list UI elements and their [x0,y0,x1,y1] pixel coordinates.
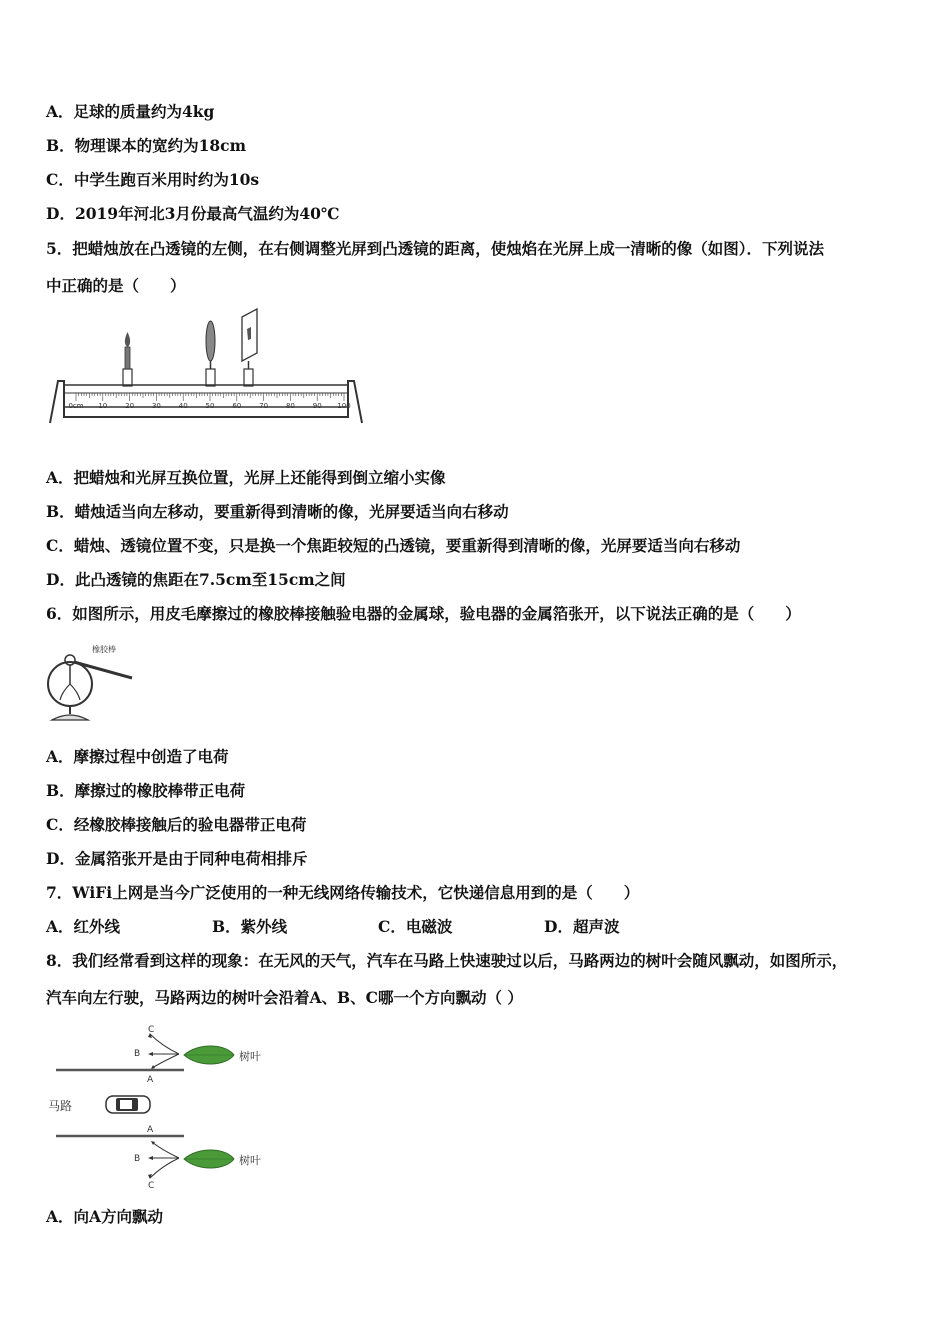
scale-label: 80 [285,402,295,410]
q7-options [46,917,619,937]
q5-option-d: D．此凸透镜的焦距在7.5cm至15cm之间 [46,570,346,589]
road-leaves-figure [44,1018,284,1193]
scale-label: 20 [125,402,135,410]
scale-label: 90 [312,402,322,410]
road-label: 马路 [48,1099,73,1113]
label-a-bottom: A [147,1125,154,1135]
label-c-bottom: C [148,1181,155,1191]
q7-option-d: D．超声波 [544,917,620,936]
scale-label: 0cm [68,402,84,410]
label-b-bottom: B [134,1154,141,1164]
q7-option-c: C．电磁波 [378,917,453,936]
q7-option-a: A．红外线 [46,917,121,936]
scale-label: 10 [98,402,108,410]
label-a-top: A [147,1075,154,1085]
rubber-rod-label: 橡胶棒 [92,645,116,654]
q5-option-c: C．蜡烛、透镜位置不变，只是换一个焦距较短的凸透镜，要重新得到清晰的像，光屏要适当向右移动 [46,536,741,555]
q8-stem-line2: 汽车向左行驶，马路两边的树叶会沿着A、B、C哪一个方向飘动（ ） [46,988,523,1007]
q7-stem: 7．WiFi上网是当今广泛使用的一种无线网络传输技术，它快递信息用到的是（ ） [46,883,640,902]
q8-stem-line1: 8．我们经常看到这样的现象：在无风的天气，汽车在马路上快速驶过以后，马路两边的树叶会随风飘动，如图所示， [46,951,848,970]
q5-option-a: A．把蜡烛和光屏互换位置，光屏上还能得到倒立缩小实像 [46,468,446,487]
optical-bench-figure [46,305,376,430]
q6-option-b: B．摩擦过的橡胶棒带正电荷 [46,781,246,800]
scale-label: 40 [178,402,188,410]
scale-label: 60 [232,402,242,410]
q6-option-c: C．经橡胶棒接触后的验电器带正电荷 [46,815,307,834]
leaf-label-bottom: 树叶 [239,1154,261,1167]
scale-label: 30 [151,402,161,410]
q4-option-b: B．物理课本的宽约为18cm [46,136,247,155]
q6-option-a: A．摩擦过程中创造了电荷 [46,747,229,766]
scale-label: 50 [205,402,215,410]
q8-option-a: A．向A方向飘动 [46,1207,164,1226]
label-b-top: B [134,1049,141,1059]
q7-option-b: B．紫外线 [212,917,288,936]
q5-stem-line2: 中正确的是（ ） [46,276,186,295]
leaf-label-top: 树叶 [239,1050,261,1063]
q5-stem-line1: 5．把蜡烛放在凸透镜的左侧，在右侧调整光屏到凸透镜的距离，使烛焰在光屏上成一清晰的像（如图）．下列说法 [46,239,825,258]
electroscope-figure [44,636,144,724]
scale-label: 70 [259,402,269,410]
q4-option-a: A．足球的质量约为4kg [46,102,215,121]
q6-option-d: D．金属箔张开是由于同种电荷相排斥 [46,849,308,868]
q4-option-c: C．中学生跑百米用时约为10s [46,170,260,189]
q6-stem: 6．如图所示，用皮毛摩擦过的橡胶棒接触验电器的金属球，验电器的金属箔张开，以下说法正确的是（ ） [46,604,801,623]
q4-option-d: D．2019年河北3月份最高气温约为40℃ [46,204,340,223]
q5-option-b: B．蜡烛适当向左移动，要重新得到清晰的像，光屏要适当向右移动 [46,502,509,521]
scale-label: 100 [337,402,351,410]
label-c-top: C [148,1025,155,1035]
